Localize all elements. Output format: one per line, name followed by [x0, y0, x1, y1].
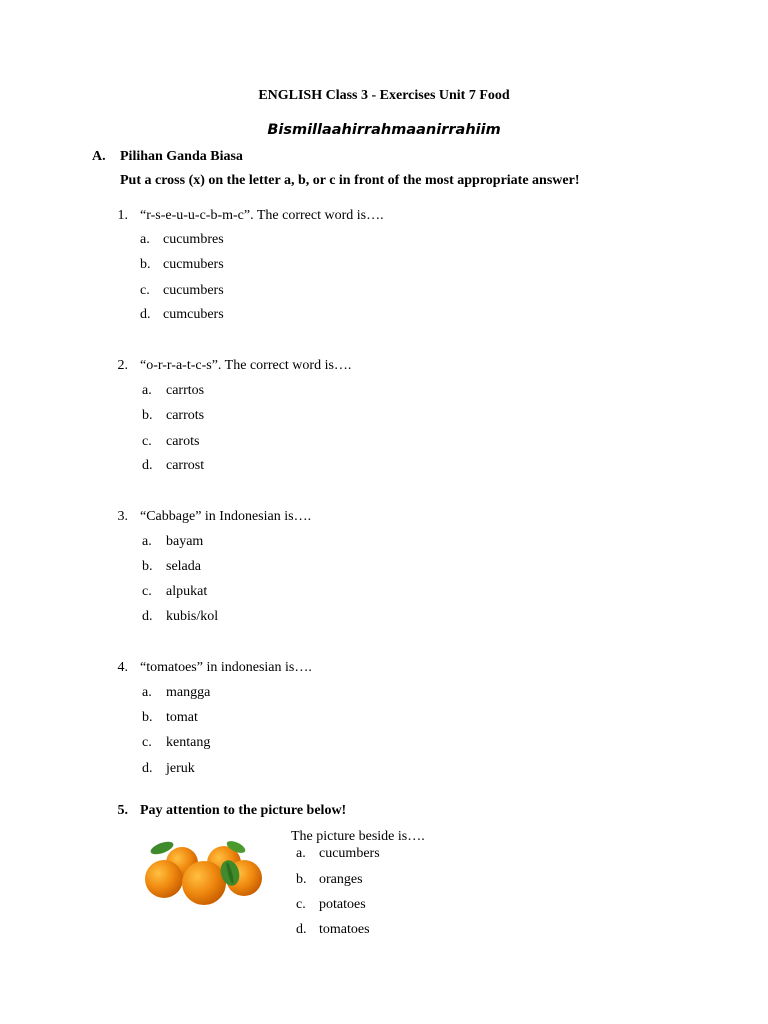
bismillah-heading: Bismillaahirrahmaanirrahiim: [267, 122, 501, 138]
option-letter[interactable]: c.: [296, 897, 306, 912]
option-letter[interactable]: b.: [142, 559, 153, 574]
option-letter[interactable]: c.: [142, 735, 152, 750]
option-letter[interactable]: b.: [142, 710, 153, 725]
option-text: cucumbers: [319, 846, 380, 861]
option-letter[interactable]: b.: [140, 257, 151, 272]
oranges-icon: [142, 833, 263, 907]
question-text: “tomatoes” in indonesian is….: [140, 660, 312, 675]
oranges-picture: [142, 833, 263, 907]
option-text: cucumbers: [163, 283, 224, 298]
option-letter[interactable]: a.: [142, 685, 152, 700]
question-number: 3.: [117, 509, 128, 524]
question-text: “o-r-r-a-t-c-s”. The correct word is….: [140, 358, 352, 373]
question-number: 5.: [117, 803, 128, 818]
option-letter[interactable]: a.: [142, 383, 152, 398]
option-text: kubis/kol: [166, 609, 219, 624]
option-letter[interactable]: c.: [140, 283, 150, 298]
question-text: Pay attention to the picture below!: [140, 803, 347, 818]
option-letter[interactable]: d.: [296, 922, 307, 937]
option-text: tomat: [166, 710, 198, 725]
option-letter[interactable]: a.: [296, 846, 306, 861]
option-letter[interactable]: c.: [142, 434, 152, 449]
option-letter[interactable]: a.: [140, 232, 150, 247]
option-text: cucumbres: [163, 232, 224, 247]
question-number: 2.: [117, 358, 128, 373]
option-text: potatoes: [319, 897, 366, 912]
option-text: carots: [166, 434, 200, 449]
option-text: carrost: [166, 458, 205, 473]
option-letter[interactable]: d.: [142, 458, 153, 473]
section-a-instruction: Put a cross (x) on the letter a, b, or c in front of the most appropriate answer!: [120, 173, 580, 188]
question-prompt: The picture beside is….: [291, 829, 425, 844]
option-letter[interactable]: d.: [140, 307, 151, 322]
option-letter[interactable]: d.: [142, 609, 153, 624]
section-a-label: A.: [92, 149, 106, 164]
question-number: 1.: [117, 208, 128, 223]
option-text: carrots: [166, 408, 205, 423]
option-text: cumcubers: [163, 307, 224, 322]
option-letter[interactable]: a.: [142, 534, 152, 549]
option-letter[interactable]: d.: [142, 761, 153, 776]
option-text: selada: [166, 559, 201, 574]
option-text: kentang: [166, 735, 211, 750]
option-text: carrtos: [166, 383, 205, 398]
option-text: tomatoes: [319, 922, 370, 937]
option-letter[interactable]: c.: [142, 584, 152, 599]
option-text: oranges: [319, 872, 363, 887]
option-text: jeruk: [166, 761, 195, 776]
option-text: cucmubers: [163, 257, 224, 272]
option-text: alpukat: [166, 584, 208, 599]
question-text: “r-s-e-u-u-c-b-m-c”. The correct word is….: [140, 208, 384, 223]
option-letter[interactable]: b.: [296, 872, 307, 887]
section-a-heading: Pilihan Ganda Biasa: [120, 149, 243, 164]
question-number: 4.: [117, 660, 128, 675]
option-letter[interactable]: b.: [142, 408, 153, 423]
worksheet-title: ENGLISH Class 3 - Exercises Unit 7 Food: [258, 88, 510, 103]
question-text: “Cabbage” in Indonesian is….: [140, 509, 312, 524]
option-text: bayam: [166, 534, 204, 549]
option-text: mangga: [166, 685, 211, 700]
